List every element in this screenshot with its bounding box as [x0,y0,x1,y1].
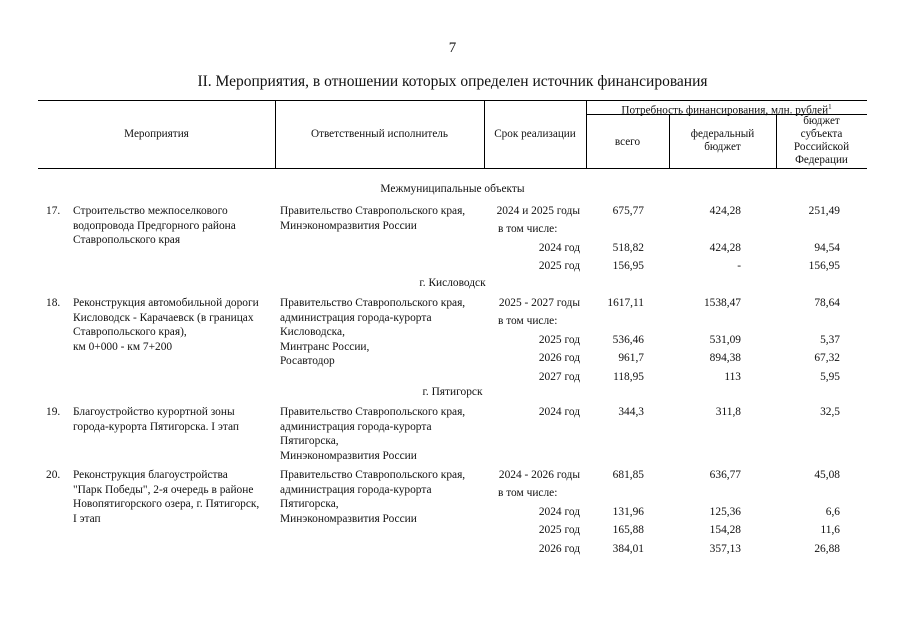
federal-cell: 311,8 [715,406,741,418]
total-cell: 681,85 [612,469,644,481]
header-bottom-rule [38,168,867,169]
federal-cell: - [737,260,741,273]
row-number: 20. [46,469,61,481]
total-cell: 675,77 [612,205,644,217]
total-cell: 1617,11 [607,297,644,309]
responsible-line: Правительство Ставропольского края, [280,469,466,481]
header-regional-line: Российской [793,141,850,153]
header-federal [669,128,776,154]
header-period: Срок реализации [494,128,576,140]
section-heading: г. Кисловодск [419,277,486,289]
responsible-line: Правительство Ставропольского края, [280,406,466,418]
federal-cell: 113 [724,370,741,383]
period-cell: 2024 год [538,406,580,418]
regional-cell: 94,54 [814,241,840,254]
responsible-line: администрация города-курорта [280,311,432,324]
period-cell: 2024 год [538,241,580,254]
federal-cell: 424,28 [709,241,741,254]
federal-cell: 154,28 [709,524,741,537]
total-cell: 518,82 [612,241,644,254]
header-regional-line: Федерации [795,154,848,166]
federal-cell: 1538,47 [703,297,741,309]
period-cell: 2024 год [538,505,580,518]
responsible-line: Минтранс России, [280,340,370,353]
period-cell: 2025 год [538,260,580,273]
period-cell: 2025 год [538,333,580,346]
measure-name-line: водопровода Предгорного района [73,219,236,232]
federal-cell: 636,77 [709,469,741,481]
federal-cell: 125,36 [709,505,741,518]
responsible-line: Росавтодор [280,355,335,367]
section-heading: Межмуниципальные объекты [380,183,525,195]
period-cell: 2024 - 2026 годы [498,469,580,481]
period-cell: в том числе: [498,487,558,500]
header-responsible: Ответственный исполнитель [311,128,448,140]
period-cell: 2026 год [538,352,580,365]
header-federal-line: федеральный [690,128,755,140]
total-cell: 131,96 [612,505,644,518]
total-cell: 344,3 [618,406,644,418]
period-cell: 2025 - 2027 годы [498,297,580,309]
responsible-line: администрация города-курорта [280,420,432,433]
measure-name-line: км 0+000 - км 7+200 [73,340,173,353]
measure-name-line: Благоустройство курортной зоны [73,406,235,418]
responsible-line: Минэкономразвития России [280,219,417,232]
row-number: 18. [46,297,61,309]
regional-cell: 45,08 [814,469,840,481]
header-need-footnote: 1 [828,103,832,111]
federal-cell: 894,38 [709,352,741,365]
section-heading: г. Пятигорск [422,386,483,398]
federal-cell: 357,13 [709,542,741,555]
regional-cell: 26,88 [814,542,840,555]
period-cell: 2024 и 2025 годы [496,205,580,217]
row-number: 19. [46,406,61,418]
period-cell: в том числе: [498,315,558,328]
header-federal-line: бюджет [704,141,741,153]
regional-cell: 156,95 [808,260,840,273]
total-cell: 165,88 [612,524,644,537]
regional-cell: 6,6 [825,505,840,518]
responsible-line: Минэкономразвития России [280,449,417,462]
regional-cell: 5,95 [820,370,840,383]
measure-name-line: Ставропольского края), [73,326,187,338]
responsible-line: Правительство Ставропольского края, [280,205,466,217]
period-cell: 2025 год [538,524,580,537]
measure-name-line: Ставропольского края [73,234,181,246]
regional-cell: 11,6 [820,524,840,537]
federal-cell: 531,09 [709,333,741,346]
measure-name-line: I этап [73,512,101,525]
header-measures: Мероприятия [124,128,189,140]
measure-name-line: города-курорта Пятигорска. I этап [73,420,239,433]
measure-name-line: Кисловодск - Карачаевск (в границах [73,311,254,324]
measure-name-line: Новопятигорского озера, г. Пятигорск, [73,498,260,510]
total-cell: 536,46 [612,333,644,346]
regional-cell: 5,37 [820,333,840,346]
total-cell: 961,7 [618,352,644,365]
total-cell: 156,95 [612,260,644,273]
responsible-line: Кисловодска, [280,326,345,338]
measure-name-line: "Парк Победы", 2-я очередь в районе [73,483,254,496]
responsible-line: Правительство Ставропольского края, [280,297,466,309]
regional-cell: 67,32 [814,352,840,365]
responsible-line: Пятигорска, [280,498,339,510]
header-total: всего [614,136,641,148]
row-number: 17. [46,205,61,217]
period-cell: в том числе: [498,223,558,236]
measure-name-line: Реконструкция благоустройства [73,469,228,481]
measure-name-line: Реконструкция автомобильной дороги [73,297,259,309]
responsible-line: Минэкономразвития России [280,512,417,525]
regional-cell: 78,64 [814,297,840,309]
responsible-line: Пятигорска, [280,435,339,447]
measure-name-line: Строительство межпоселкового [73,205,228,217]
total-cell: 118,95 [613,370,644,383]
period-cell: 2026 год [538,542,580,555]
header-regional-line: субъекта [800,128,843,140]
total-cell: 384,01 [612,542,644,555]
period-cell: 2027 год [538,370,580,383]
page-number: 7 [448,40,457,56]
header-regional-line: бюджет [803,115,840,127]
header-need-text: Потребность финансирования, млн. рублей [621,104,829,117]
responsible-line: администрация города-курорта [280,483,432,496]
regional-cell: 251,49 [808,205,840,217]
section-title: II. Мероприятия, в отношении которых определен источник финансирования [197,73,708,90]
header-regional [776,115,867,167]
regional-cell: 32,5 [820,406,840,418]
federal-cell: 424,28 [709,205,741,217]
